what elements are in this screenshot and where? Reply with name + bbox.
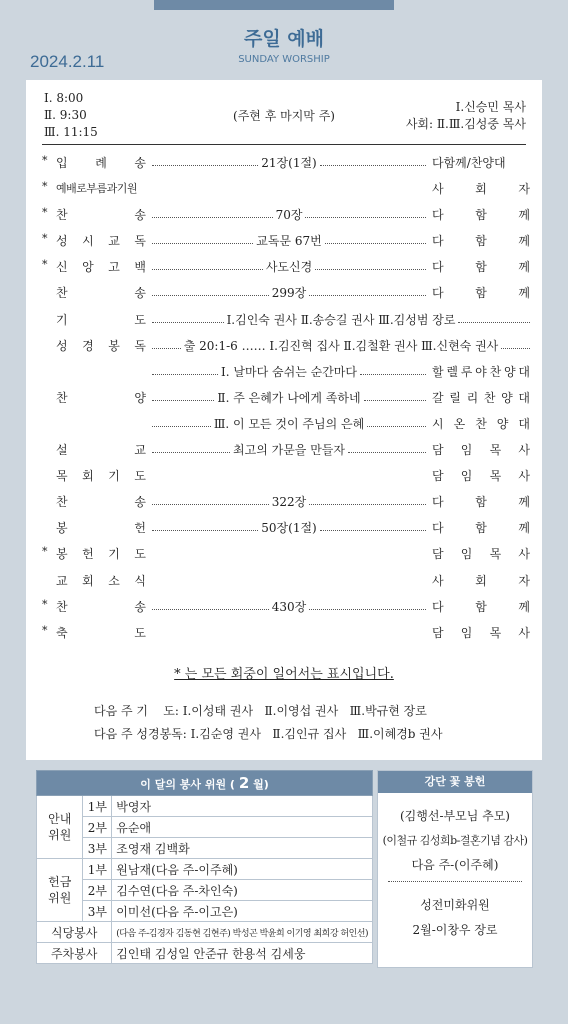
order-item-performer: 사 회 자 <box>432 573 530 588</box>
flower-donor: (김행선-부모님 추모) <box>400 809 510 823</box>
standing-marker: * <box>42 258 48 272</box>
order-item-detail: 21장(1절) <box>261 156 317 170</box>
top-accent-bar <box>154 0 394 10</box>
part-label: 2부 <box>83 817 112 838</box>
order-item-content <box>152 363 426 380</box>
order-item-detail: 사도신경 <box>265 260 313 275</box>
order-row <box>40 435 530 461</box>
altar-flowers-header: 강단 꽃 봉헌 <box>378 771 532 793</box>
order-item-performer: 갈 릴 리 찬 양 대 <box>432 390 530 405</box>
order-item-name: 예배로부름과기원 <box>56 182 138 196</box>
order-item-name: 입 례 송 <box>56 156 146 170</box>
order-item-content <box>152 232 426 249</box>
standing-note: * 는 모든 회중이 일어서는 표시입니다. <box>174 667 394 682</box>
order-item-content <box>152 545 426 546</box>
order-item-performer: 담 임 목 사 <box>432 443 530 458</box>
table-row <box>37 796 373 817</box>
order-row <box>40 226 530 252</box>
order-row <box>40 513 530 539</box>
committee-head: 2월-이창우 장로 <box>412 923 498 937</box>
order-row <box>40 174 530 200</box>
volunteer-names: 조영재 김백화 <box>112 838 373 859</box>
part-label: 3부 <box>83 901 112 922</box>
order-item-performer: 다 함 께 <box>432 495 530 510</box>
order-row <box>40 383 530 409</box>
next-prayer-label: 다음 주 기 도: <box>94 704 179 718</box>
order-item-detail: Ⅲ. 이 모든 것이 주님의 은혜 <box>213 416 365 431</box>
order-item-content <box>152 572 426 573</box>
standing-marker: * <box>42 154 48 167</box>
table-row <box>37 859 373 880</box>
altar-flowers-box <box>377 770 533 968</box>
volunteer-names: 원남재(다음 주-이주혜) <box>112 859 373 880</box>
order-row <box>40 409 530 435</box>
volunteer-names: 유순애 <box>112 817 373 838</box>
order-item-performer: 할 렐 루 야 찬 양 대 <box>432 364 530 379</box>
next-reading-label: 다음 주 성경봉독: <box>94 727 187 741</box>
order-item-name: 성 시 교 독 <box>56 234 146 249</box>
page-title: 주일 예배 <box>243 28 325 50</box>
order-item-detail: 299장 <box>271 286 307 301</box>
order-item-detail: Ⅱ. 주 은혜가 나에게 족하네 <box>217 390 361 405</box>
order-row <box>40 592 530 618</box>
order-item-name: 봉 헌 <box>56 521 146 536</box>
order-row <box>40 539 530 565</box>
order-item-content <box>152 467 426 468</box>
order-row <box>40 566 530 592</box>
order-row <box>40 278 530 304</box>
order-item-content <box>152 389 426 406</box>
order-row <box>40 200 530 226</box>
parking-names: 김인태 김성일 안준규 한용석 김세웅 <box>112 943 373 964</box>
table-row <box>37 817 373 838</box>
order-item-detail: 출 20:1-6 …… Ⅰ.김진혁 집사 Ⅱ.김철환 권사 Ⅲ.신현숙 권사 <box>183 338 499 353</box>
part-label: 1부 <box>83 796 112 817</box>
page-subtitle: SUNDAY WORSHIP <box>238 54 330 65</box>
order-item-name: 찬 송 <box>56 599 146 614</box>
order-item-name: 찬 송 <box>56 286 146 301</box>
order-item-performer: 다 함 께 <box>432 260 530 275</box>
part-label: 3부 <box>83 838 112 859</box>
order-item-detail: 70장 <box>275 208 303 223</box>
order-item-name: 교 회 소 식 <box>56 573 146 588</box>
order-item-performer: 담 임 목 사 <box>432 469 530 484</box>
order-item-name: 봉 헌 기 도 <box>56 547 146 562</box>
order-item-performer: 다 함 께 <box>432 599 530 614</box>
order-row <box>40 487 530 513</box>
volunteer-table <box>36 770 373 964</box>
order-item-content <box>152 624 426 625</box>
order-item-content <box>152 180 426 181</box>
standing-marker: * <box>42 597 48 611</box>
table-row <box>37 922 373 943</box>
order-item-detail: 430장 <box>271 599 307 614</box>
parking-label: 주차봉사 <box>37 943 112 964</box>
presider: 사회: Ⅱ.Ⅲ.김성중 목사 <box>405 117 526 131</box>
table-row <box>37 880 373 901</box>
next-reading-names: Ⅰ.김순영 권사 Ⅱ.김인규 집사 Ⅲ.이혜경b 권사 <box>190 727 443 741</box>
service-time: Ⅲ. 11:15 <box>44 125 98 139</box>
volunteer-table-header: 이 달의 봉사 위원 ( 2 월) <box>37 771 373 796</box>
offering-group-label: 헌금 위원 <box>37 859 83 922</box>
month-number: 2 <box>238 774 250 792</box>
order-item-content <box>152 441 426 458</box>
order-row <box>40 148 530 174</box>
order-item-name: 찬 송 <box>56 208 146 223</box>
order-item-detail: Ⅰ. 날마다 숨쉬는 순간마다 <box>221 364 357 379</box>
volunteer-names: 박영자 <box>112 796 373 817</box>
order-row <box>40 461 530 487</box>
order-item-content <box>152 415 426 432</box>
preacher-info <box>406 99 526 133</box>
next-prayer <box>94 700 442 723</box>
order-item-content <box>152 284 426 301</box>
order-item-content <box>152 493 426 510</box>
table-row <box>37 901 373 922</box>
order-item-name: 성 경 봉 독 <box>56 338 146 353</box>
liturgical-week: (주현 후 마지막 주) <box>233 109 335 123</box>
standing-marker: * <box>42 180 48 194</box>
standing-marker: * <box>42 232 48 246</box>
next-week-info <box>94 700 442 746</box>
usher-group-label: 안내 위원 <box>37 796 83 859</box>
order-item-content <box>152 154 426 171</box>
order-item-name: 기 도 <box>56 312 146 327</box>
volunteer-names: 이미선(다음 주-이고은) <box>112 901 373 922</box>
order-of-worship-panel <box>26 80 542 760</box>
order-item-content <box>152 206 426 223</box>
order-item-performer: 다 함 께 <box>432 521 530 536</box>
standing-marker: * <box>42 623 48 637</box>
next-prayer-names: Ⅰ.이성태 권사 Ⅱ.이영섭 권사 Ⅲ.박규현 장로 <box>182 704 427 718</box>
kitchen-names: (다음 주-김경자 김동현 김현주) 박성곤 박윤희 이기영 최희강 허인선) <box>112 922 373 943</box>
volunteer-names: 김수연(다음 주-차인숙) <box>112 880 373 901</box>
order-item-name: 찬 양 <box>56 390 146 405</box>
order-item-content <box>152 519 426 536</box>
order-item-performer: 다 함 께 <box>432 208 530 223</box>
order-item-name: 찬 송 <box>56 495 146 510</box>
order-item-performer: 담 임 목 사 <box>432 625 530 640</box>
order-item-performer: 담 임 목 사 <box>432 547 530 562</box>
order-item-content <box>152 258 426 275</box>
divider <box>42 144 526 145</box>
order-row <box>40 357 530 383</box>
committee-label: 성전미화위원 <box>420 898 490 912</box>
order-item-detail: 50장(1절) <box>261 521 317 536</box>
order-item-name: 신 앙 고 백 <box>56 260 146 275</box>
order-item-name: 설 교 <box>56 443 146 458</box>
flower-next-week: 다음 주-(이주혜) <box>411 858 499 872</box>
order-item-content <box>152 311 530 328</box>
order-item-performer: 사 회 자 <box>432 182 530 197</box>
order-item-performer: 시 온 찬 양 대 <box>432 416 530 431</box>
bulletin-date: 2024.2.11 <box>30 52 105 71</box>
standing-marker: * <box>42 545 48 559</box>
order-item-name: 목 회 기 도 <box>56 469 146 484</box>
divider <box>388 881 522 882</box>
part-label: 2부 <box>83 880 112 901</box>
order-row <box>40 331 530 357</box>
standing-marker: * <box>42 206 48 220</box>
order-item-detail: 최고의 가문을 만들자 <box>233 443 345 458</box>
order-row <box>40 618 530 644</box>
service-time: Ⅰ. 8:00 <box>44 91 84 105</box>
order-item-performer: 다 함 께 <box>432 234 530 249</box>
order-row <box>40 305 530 331</box>
service-time: Ⅱ. 9:30 <box>44 108 87 122</box>
order-item-detail: 322장 <box>271 495 307 510</box>
order-list <box>40 148 530 644</box>
order-row <box>40 252 530 278</box>
order-item-performer: 다함께/찬양대 <box>432 156 506 170</box>
preacher: Ⅰ.신승민 목사 <box>455 100 526 114</box>
part-label: 1부 <box>83 859 112 880</box>
order-item-performer: 다 함 께 <box>432 286 530 301</box>
order-item-detail: Ⅰ.김인숙 권사 Ⅱ.송승길 권사 Ⅲ.김성범 장로 <box>226 312 456 327</box>
flower-donor: (이철규 김성희b-결혼기념 감사) <box>382 834 528 847</box>
next-reading <box>94 723 442 746</box>
order-item-detail: 교독문 67번 <box>256 234 322 249</box>
table-row <box>37 943 373 964</box>
table-row <box>37 838 373 859</box>
order-item-name: 축 도 <box>56 625 146 640</box>
order-item-content <box>152 598 426 615</box>
kitchen-label: 식당봉사 <box>37 922 112 943</box>
order-item-content <box>152 337 530 354</box>
